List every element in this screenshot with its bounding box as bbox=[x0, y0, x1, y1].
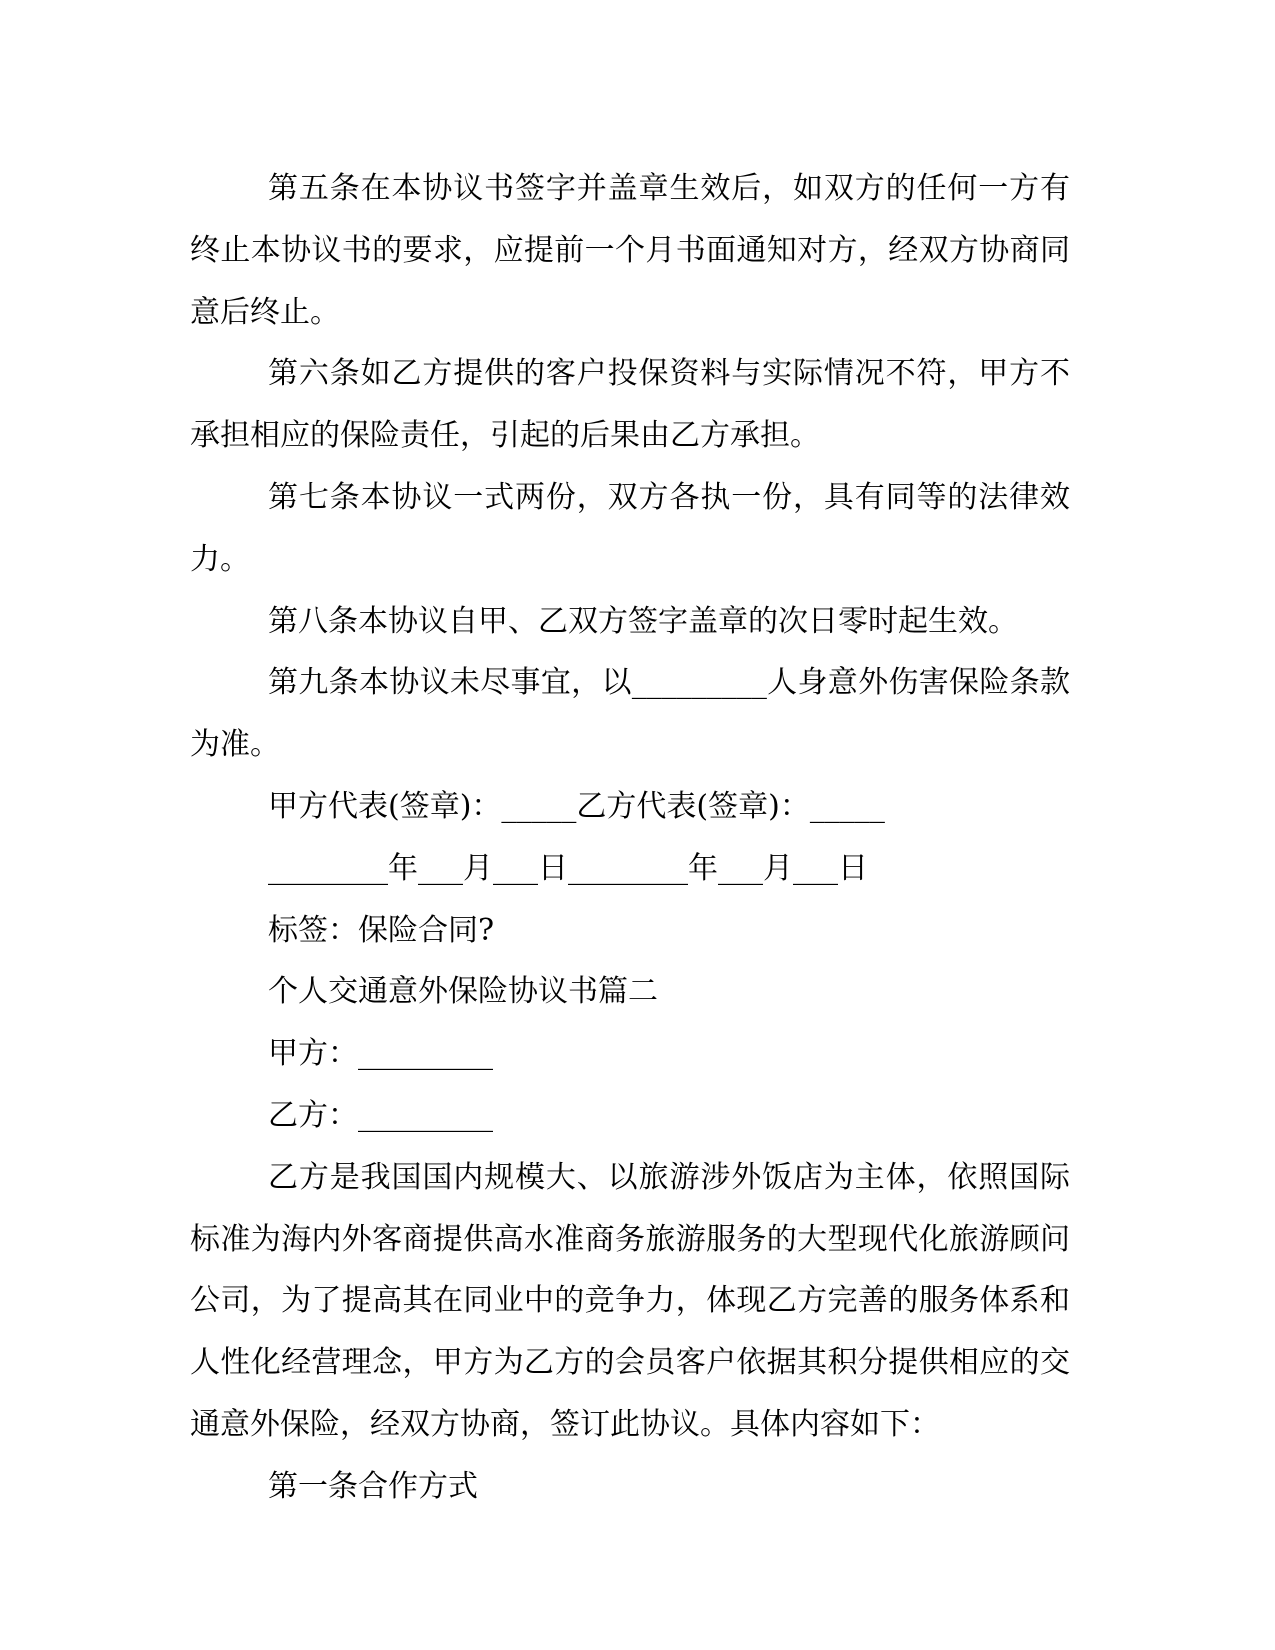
party-b-line: 乙方：_________ bbox=[268, 1097, 493, 1133]
clause-8: 第八条本协议自甲、乙双方签字盖章的次日零时起生效。 bbox=[268, 603, 1018, 639]
signature-line: 甲方代表(签章)：_____乙方代表(签章)：_____ bbox=[268, 788, 885, 824]
tags-line: 标签：保险合同? bbox=[268, 912, 495, 948]
party-a-line: 甲方：_________ bbox=[268, 1036, 493, 1072]
clause-7: 第七条本协议一式两份，双方各执一份，具有同等的法律效力。 bbox=[190, 479, 1070, 577]
clause-5: 第五条在本协议书签字并盖章生效后，如双方的任何一方有终止本协议书的要求，应提前一个月书面通知对方，经双方协商同意后终止。 bbox=[190, 171, 1070, 330]
part2-title: 个人交通意外保险协议书篇二 bbox=[268, 974, 658, 1010]
clause-9: 第九条本协议未尽事宜，以_________人身意外伤害保险条款为准。 bbox=[190, 665, 1070, 763]
intro-paragraph: 乙方是我国国内规模大、以旅游涉外饭店为主体，依照国际标准为海内外客商提供高水准商务旅游服务的大型现代化旅游顾问公司，为了提高其在同业中的竞争力，体现乙方完善的服务体系和人性化经营理念，甲方为乙方的会员客户依据其积分提供相应的交通意外保险，经双方协商，签订此协议。具体内容如下： bbox=[190, 1159, 1070, 1442]
date-line: ________年___月___日________年___月___日 bbox=[268, 850, 868, 886]
clause-6: 第六条如乙方提供的客户投保资料与实际情况不符，甲方不承担相应的保险责任，引起的后果由乙方承担。 bbox=[190, 356, 1070, 454]
clause-1-heading: 第一条合作方式 bbox=[268, 1468, 478, 1504]
